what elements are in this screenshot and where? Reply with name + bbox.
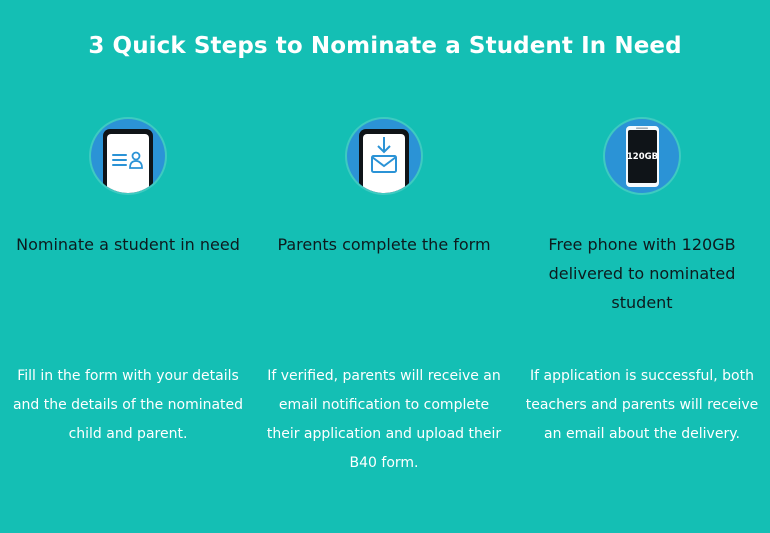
nomination-form-icon bbox=[91, 119, 165, 193]
step-description: If verified, parents will receive an email notification to complete their application and upload their B40 form. bbox=[266, 368, 502, 471]
step-description: Fill in the form with your details and the details of the nominated child and parent. bbox=[12, 368, 244, 442]
page-title: 3 Quick Steps to Nominate a Student In Need bbox=[88, 33, 682, 59]
step-title: Parents complete the form bbox=[277, 235, 491, 254]
phone-storage-label: 120GB bbox=[626, 152, 659, 162]
step-parents-complete bbox=[256, 0, 512, 533]
phone-120gb-icon bbox=[605, 119, 679, 193]
step-description: If application is successful, both teachers and parents will receive an email about the delivery. bbox=[525, 368, 759, 442]
step-nominate bbox=[0, 0, 256, 533]
email-download-icon bbox=[347, 119, 421, 193]
step-free-phone bbox=[514, 0, 770, 533]
step-title: Nominate a student in need bbox=[16, 235, 240, 254]
step-title: Free phone with 120GB delivered to nominated student bbox=[548, 235, 736, 312]
